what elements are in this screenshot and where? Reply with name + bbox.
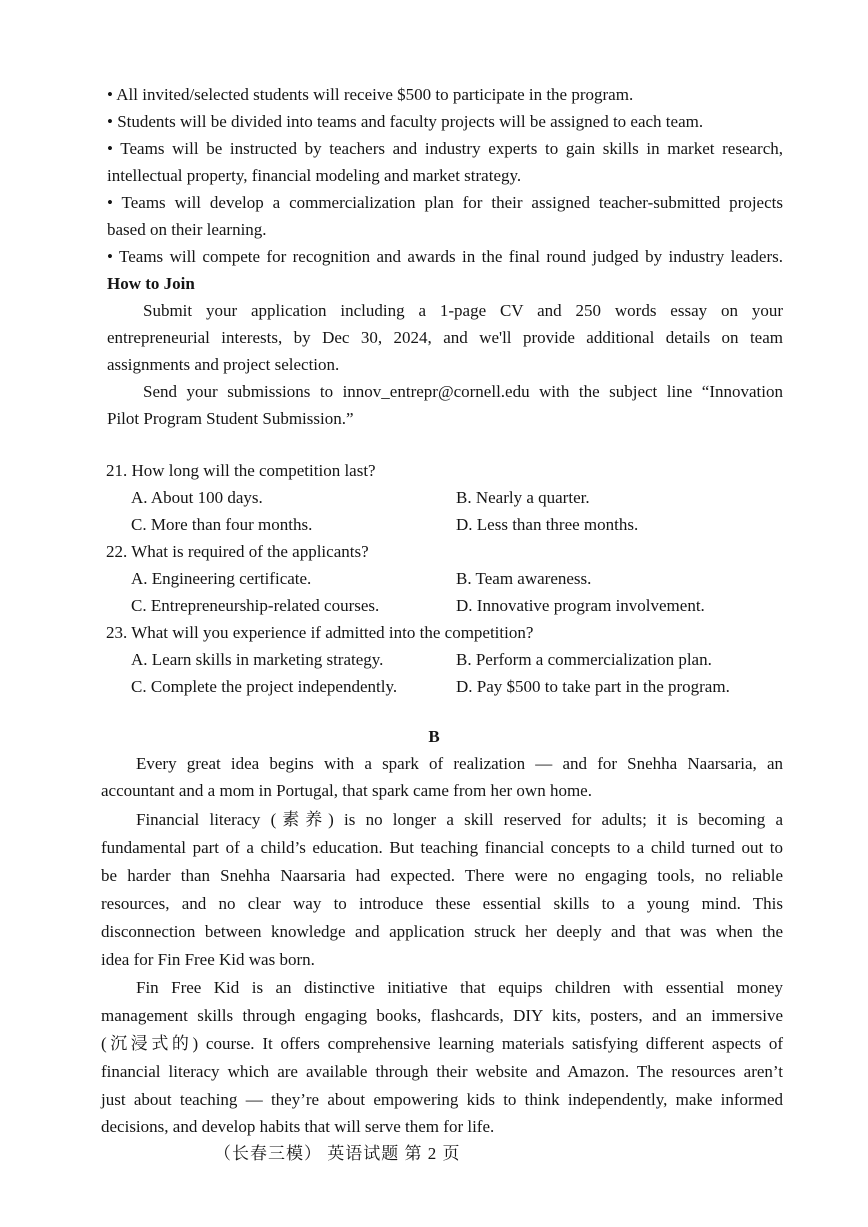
paragraph-line: accountant and a mom in Portugal, that spark came from her own home. [101,781,592,800]
bullet-line-continued: based on their learning. [107,220,267,239]
paragraph-line: fundamental part of a child’s education. But teaching financial concepts to a child turned out to [101,838,783,857]
bullet-line: • Students will be divided into teams and faculty projects will be assigned to each team. [107,112,704,131]
paragraph-line: financial literacy which are available through their website and Amazon. The resources aren’t [101,1062,783,1081]
option-d: D. Innovative program involvement. [456,596,705,615]
question-stem: 21. How long will the competition last? [106,461,376,480]
paragraph-line: resources, and no clear way to introduce these essential skills to a young mind. This [101,894,783,913]
paragraph-line: management skills through engaging books, flashcards, DIY kits, posters, and an immersive [101,1006,783,1025]
paragraph-line: Every great idea begins with a spark of realization — and for Snehha Naarsaria, an [136,754,783,773]
page-footer: （长春三模） 英语试题 第 2 页 [214,1144,461,1163]
option-d: D. Less than three months. [456,515,639,534]
paragraph-line: Financial literacy (素养) is no longer a skill reserved for adults; it is becoming a [136,810,783,829]
bullet-line-continued: intellectual property, financial modeling and market strategy. [107,166,522,185]
paragraph-line: (沉浸式的) course. It offers comprehensive learning materials satisfying different aspects of [101,1034,783,1053]
option-a: A. Engineering certificate. [131,569,312,588]
bullet-line: • Teams will develop a commercialization plan for their assigned teacher-submitted projects [107,193,783,212]
option-c: C. More than four months. [131,515,313,534]
bullet-line: • All invited/selected students will receive $500 to participate in the program. [107,85,634,104]
question-stem: 22. What is required of the applicants? [106,542,369,561]
paragraph-line: assignments and project selection. [107,355,340,374]
option-c: C. Complete the project independently. [131,677,398,696]
paragraph-line: decisions, and develop habits that will serve them for life. [101,1117,495,1136]
option-a: A. Learn skills in marketing strategy. [131,650,384,669]
section-heading: How to Join [107,274,195,293]
option-c: C. Entrepreneurship-related courses. [131,596,380,615]
option-b: B. Perform a commercialization plan. [456,650,712,669]
paragraph-line: just about teaching — they’re about empowering kids to think independently, make informed [101,1090,783,1109]
option-b: B. Team awareness. [456,569,592,588]
bullet-line: • Teams will be instructed by teachers and industry experts to gain skills in market research, [107,139,783,158]
paragraph-line: be harder than Snehha Naarsaria had expected. There were no engaging tools, no reliable [101,866,783,885]
paragraph-line: idea for Fin Free Kid was born. [101,950,315,969]
bullet-line: • Teams will compete for recognition and awards in the final round judged by industry leaders. [107,247,783,266]
passage-title: B [428,727,440,746]
paragraph-line: Fin Free Kid is an distinctive initiative that equips children with essential money [136,978,783,997]
paragraph-line: Send your submissions to innov_entrepr@cornell.edu with the subject line “Innovation [143,382,783,401]
option-a: A. About 100 days. [131,488,263,507]
option-b: B. Nearly a quarter. [456,488,590,507]
paragraph-line: entrepreneurial interests, by Dec 30, 2024, and we'll provide additional details on team [107,328,783,347]
question-stem: 23. What will you experience if admitted into the competition? [106,623,534,642]
option-d: D. Pay $500 to take part in the program. [456,677,730,696]
paragraph-line: disconnection between knowledge and application struck her deeply and that was when the [101,922,783,941]
paragraph-line: Pilot Program Student Submission.” [107,409,354,428]
paragraph-line: Submit your application including a 1-page CV and 250 words essay on your [143,301,783,320]
